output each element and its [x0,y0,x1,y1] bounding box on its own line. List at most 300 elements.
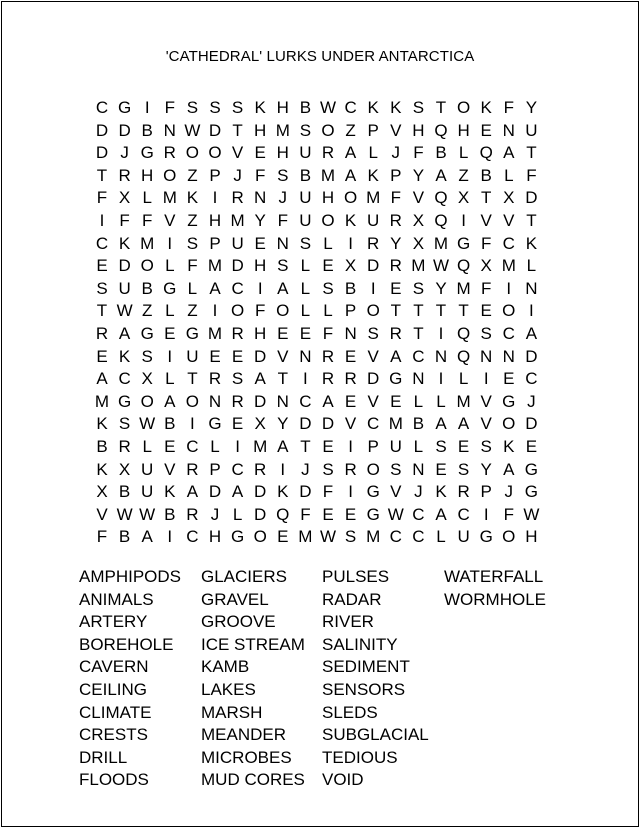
grid-letter: T [232,120,243,140]
grid-letter: C [231,278,244,298]
grid-letter: D [367,256,380,276]
grid-letter: U [299,211,312,230]
grid-letter: O [456,98,471,117]
grid-letter: A [344,143,357,163]
grid-letter: S [277,165,289,185]
grid-letter: E [254,143,266,163]
grid-letter: R [163,143,176,163]
grid-letter: R [389,256,402,276]
grid-letter: O [230,301,245,321]
grid-letter: K [118,233,131,253]
grid-letter: V [344,414,357,434]
grid-letter: U [141,459,154,479]
grid-letter: R [186,459,199,479]
grid-letter: C [412,504,425,524]
word-list-item: SUBGLACIAL [322,725,429,745]
grid-letter: S [277,256,289,276]
grid-letter: H [254,256,267,276]
grid-letter: A [503,459,515,479]
grid-letter: H [276,143,289,163]
grid-letter: T [96,165,108,185]
grid-letter: S [231,369,244,389]
grid-letter: T [96,301,108,321]
grid-letter: E [525,437,538,456]
grid-letter: H [208,527,222,547]
grid-letter: Z [187,211,198,230]
grid-letter: S [231,98,244,117]
grid-letter: R [344,459,357,479]
grid-letter: A [503,143,515,163]
grid-letter: P [390,165,402,185]
grid-letter: I [438,369,444,389]
grid-letter: J [120,143,129,163]
grid-letter: N [480,346,493,366]
grid-letter: J [278,188,288,208]
grid-letter: N [434,346,448,366]
grid-letter: I [348,482,353,502]
grid-letter: Y [525,98,538,117]
grid-letter: E [390,391,402,411]
grid-letter: A [435,165,447,185]
grid-letter: B [118,482,131,502]
grid-letter: V [503,211,515,230]
word-list-item: GRAVEL [201,589,269,609]
word-list-item: BOREHOLE [79,634,174,654]
grid-letter: D [95,120,109,140]
grid-letter: N [344,324,357,343]
grid-letter: E [254,233,266,253]
grid-letter: G [185,324,199,343]
word-list-item: MUD CORES [201,770,305,790]
grid-letter: W [139,414,156,434]
grid-letter: U [141,482,154,502]
grid-letter: U [118,278,131,298]
grid-letter: R [367,233,380,253]
grid-letter: H [276,98,289,117]
grid-letter: L [165,256,175,276]
grid-letter: B [412,414,425,434]
grid-letter: N [208,391,222,411]
grid-letter: B [299,165,312,185]
grid-letter: C [389,527,402,547]
grid-letter: P [209,233,221,253]
grid-letter: E [344,346,357,366]
grid-letter: G [479,527,493,547]
grid-letter: A [254,369,266,389]
grid-letter: F [390,188,401,208]
grid-letter: Z [187,165,198,185]
grid-letter: N [412,459,425,479]
grid-letter: P [480,482,492,502]
word-list-item: SLEDS [322,702,378,722]
grid-letter: Z [141,301,153,321]
grid-letter: V [367,346,379,366]
grid-letter: A [344,165,357,185]
grid-letter: Y [390,233,402,253]
word-list-item: WATERFALL [444,567,544,586]
grid-letter: C [502,233,515,253]
word-list-item: DRILL [79,747,128,767]
grid-letter: P [344,301,357,321]
grid-letter: A [390,346,402,366]
grid-letter: I [529,301,534,321]
word-list-item: MARSH [201,702,263,722]
grid-letter: M [366,527,381,547]
grid-letter: D [525,188,538,208]
grid-letter: I [212,301,218,321]
grid-letter: P [367,120,379,140]
grid-letter: C [231,459,244,479]
grid-letter: M [207,256,223,276]
grid-letter: I [483,369,489,389]
grid-letter: A [231,482,244,502]
grid-letter: K [164,482,176,502]
grid-letter: L [526,256,537,276]
grid-letter: Y [435,278,447,298]
grid-letter: O [343,188,358,208]
grid-letter: B [344,278,357,298]
word-list-item: CEILING [79,680,148,699]
grid-letter: D [299,414,312,434]
grid-letter: T [526,211,537,230]
grid-letter: M [253,437,268,456]
grid-letter: B [96,437,108,456]
grid-letter: L [436,391,446,411]
grid-letter: Z [187,301,198,321]
grid-letter: H [141,165,154,185]
grid-letter: K [525,233,538,253]
grid-letter: T [187,369,198,389]
grid-letter: A [186,482,199,502]
word-list-item: LAKES [201,680,256,699]
grid-letter: C [95,233,109,253]
grid-letter: W [184,120,201,140]
grid-letter: Y [254,211,266,230]
grid-letter: D [299,482,312,502]
grid-letter: D [118,120,131,140]
grid-letter: E [390,278,402,298]
grid-letter: O [366,459,380,479]
grid-letter: S [118,414,131,434]
grid-letter: Q [456,256,471,276]
grid-letter: C [299,391,312,411]
grid-letter: J [527,391,536,411]
grid-letter: E [164,437,176,456]
grid-letter: K [480,98,492,117]
grid-letter: W [319,527,337,547]
grid-letter: U [299,143,312,163]
grid-letter: O [502,414,516,434]
grid-letter: I [370,278,376,298]
grid-letter: M [230,211,245,230]
grid-letter: R [118,165,131,185]
grid-letter: L [323,301,333,321]
grid-letter: S [480,437,492,456]
grid-letter: C [525,369,538,389]
grid-letter: N [254,188,267,208]
grid-letter: L [436,527,446,547]
grid-letter: U [299,188,312,208]
grid-letter: G [230,527,245,547]
grid-letter: S [209,98,221,117]
grid-letter: I [348,233,353,253]
grid-letter: O [253,527,267,547]
grid-letter: A [435,504,447,524]
grid-letter: V [390,482,402,502]
grid-letter: P [209,165,221,185]
grid-letter: M [162,188,177,208]
grid-letter: D [254,504,267,524]
grid-letter: I [167,527,173,547]
grid-letter: J [391,143,401,163]
grid-letter: V [480,414,492,434]
grid-letter: Z [345,120,356,140]
grid-letter: O [140,256,154,276]
grid-letter: G [117,98,132,117]
grid-letter: G [389,369,403,389]
grid-letter: M [94,391,110,411]
grid-letter: A [525,324,538,343]
grid-letter: I [280,459,286,479]
grid-letter: W [116,301,133,321]
grid-letter: A [435,414,447,434]
grid-letter: E [344,504,357,524]
grid-letter: B [141,278,153,298]
grid-letter: M [411,256,426,276]
grid-letter: H [412,120,425,140]
word-list-item: CAVERN [79,657,149,677]
grid-letter: H [525,527,538,547]
grid-letter: B [118,527,131,547]
word-list-item: FLOODS [79,770,149,790]
grid-letter: S [480,324,492,343]
grid-letter: Q [434,120,448,140]
grid-letter: F [480,278,492,298]
grid-letter: R [389,324,402,343]
grid-letter: K [367,165,379,185]
grid-letter: G [524,459,538,479]
grid-letter: A [277,278,289,298]
grid-letter: I [212,188,218,208]
grid-letter: K [390,98,402,117]
grid-letter: S [96,278,108,298]
grid-letter: V [480,211,492,230]
grid-letter: A [164,391,176,411]
grid-letter: G [208,414,222,434]
grid-letter: X [96,482,108,502]
grid-letter: L [165,369,175,389]
grid-letter: L [210,437,220,456]
grid-letter: L [368,143,378,163]
grid-letter: X [344,256,357,276]
grid-letter: T [277,369,288,389]
grid-letter: L [323,233,333,253]
grid-letter: F [254,165,266,185]
word-list-item: WORMHOLE [444,589,546,609]
grid-letter: X [412,211,425,230]
grid-letter: A [96,369,108,389]
grid-letter: T [435,98,447,117]
grid-letter: U [186,346,199,366]
grid-letter: F [480,233,492,253]
grid-letter: B [164,414,176,434]
grid-letter: Y [277,414,289,434]
grid-letter: T [458,301,469,321]
grid-letter: L [300,278,311,298]
grid-letter: D [254,482,267,502]
grid-letter: L [300,301,311,321]
grid-letter: A [457,414,470,434]
grid-letter: D [118,256,131,276]
grid-letter: F [300,504,311,524]
grid-letter: V [390,120,402,140]
grid-letter: L [232,504,243,524]
word-list-item: RADAR [322,589,382,609]
grid-letter: N [412,369,425,389]
grid-letter: F [96,527,108,547]
grid-letter: O [321,120,335,140]
grid-letter: N [299,346,312,366]
grid-letter: G [163,278,177,298]
grid-letter: T [390,301,401,321]
grid-letter: O [276,301,290,321]
grid-letter: Z [458,165,469,185]
grid-letter: F [277,211,288,230]
grid-letter: D [231,256,244,276]
grid-letter: K [344,211,357,230]
grid-letter: I [461,211,466,230]
grid-letter: V [412,188,425,208]
grid-letter: S [322,459,334,479]
grid-letter: G [456,233,471,253]
grid-letter: C [412,527,425,547]
grid-letter: E [503,369,515,389]
grid-letter: L [413,391,424,411]
word-list-item: GLACIERS [201,567,287,586]
grid-letter: E [480,301,492,321]
grid-letter: M [456,391,471,411]
grid-letter: F [322,482,334,502]
grid-letter: S [299,120,312,140]
grid-letter: M [456,278,471,298]
grid-letter: C [457,504,470,524]
grid-letter: R [321,143,335,163]
grid-letter: J [301,459,310,479]
grid-letter: J [210,504,220,524]
grid-letter: H [321,188,335,208]
grid-letter: E [322,504,334,524]
grid-letter: P [209,459,221,479]
grid-letter: F [526,165,537,185]
grid-letter: I [303,369,308,389]
grid-letter: B [480,165,492,185]
grid-letter: A [118,324,131,343]
puzzle-title: 'CATHEDRAL' LURKS UNDER ANTARCTICA [165,48,475,65]
grid-letter: E [322,437,334,456]
grid-letter: A [277,437,289,456]
grid-letter: L [165,301,175,321]
word-list-item: CRESTS [79,725,148,745]
grid-letter: Q [434,211,448,230]
grid-letter: L [413,437,424,456]
grid-letter: E [480,120,492,140]
grid-letter: U [457,527,470,547]
grid-letter: F [254,301,266,321]
grid-letter: Q [456,346,471,366]
grid-letter: S [299,233,312,253]
grid-letter: O [502,527,516,547]
grid-letter: M [207,324,223,343]
grid-letter: F [164,98,175,117]
word-list-item: PULSES [322,567,390,586]
grid-letter: R [118,437,131,456]
grid-letter: O [502,301,516,321]
grid-letter: M [501,256,516,276]
grid-letter: M [275,120,290,140]
grid-letter: I [190,414,195,434]
grid-letter: O [185,143,199,163]
grid-letter: U [367,211,380,230]
grid-letter: D [254,346,267,366]
grid-letter: E [322,256,334,276]
word-list-item: AMPHIPODS [79,567,182,586]
grid-letter: S [390,459,402,479]
grid-letter: X [118,459,131,479]
grid-letter: F [322,324,334,343]
grid-letter: F [503,98,514,117]
grid-letter: L [458,143,469,163]
grid-letter: E [299,324,312,343]
grid-letter: G [502,391,516,411]
grid-letter: E [435,459,447,479]
grid-letter: L [300,256,311,276]
grid-letter: I [99,211,105,230]
grid-letter: R [208,369,222,389]
grid-letter: S [367,324,379,343]
grid-letter: E [344,391,357,411]
grid-letter: F [187,256,198,276]
word-list-item: SALINITY [322,634,398,654]
grid-letter: M [298,527,313,547]
grid-letter: E [277,527,289,547]
grid-letter: O [321,211,335,230]
grid-letter: S [186,98,199,117]
grid-letter: N [502,120,515,140]
grid-letter: C [344,98,357,117]
grid-letter: M [388,414,403,434]
grid-letter: F [141,211,153,230]
word-list-item: KAMB [201,657,250,677]
grid-letter: G [140,143,154,163]
word-list-item: RIVER [322,612,374,632]
grid-letter: N [502,346,515,366]
grid-letter: T [413,301,424,321]
grid-letter: E [209,346,221,366]
grid-letter: K [503,437,515,456]
grid-letter: I [167,233,173,253]
grid-letter: C [95,98,109,117]
grid-letter: Y [412,165,425,185]
grid-letter: F [413,143,424,163]
grid-letter: E [231,414,244,434]
grid-letter: A [209,278,221,298]
grid-letter: I [144,98,150,117]
grid-letter: I [348,437,353,456]
grid-letter: J [504,482,514,502]
grid-letter: W [432,256,450,276]
grid-letter: C [186,437,199,456]
grid-letter: C [367,414,380,434]
